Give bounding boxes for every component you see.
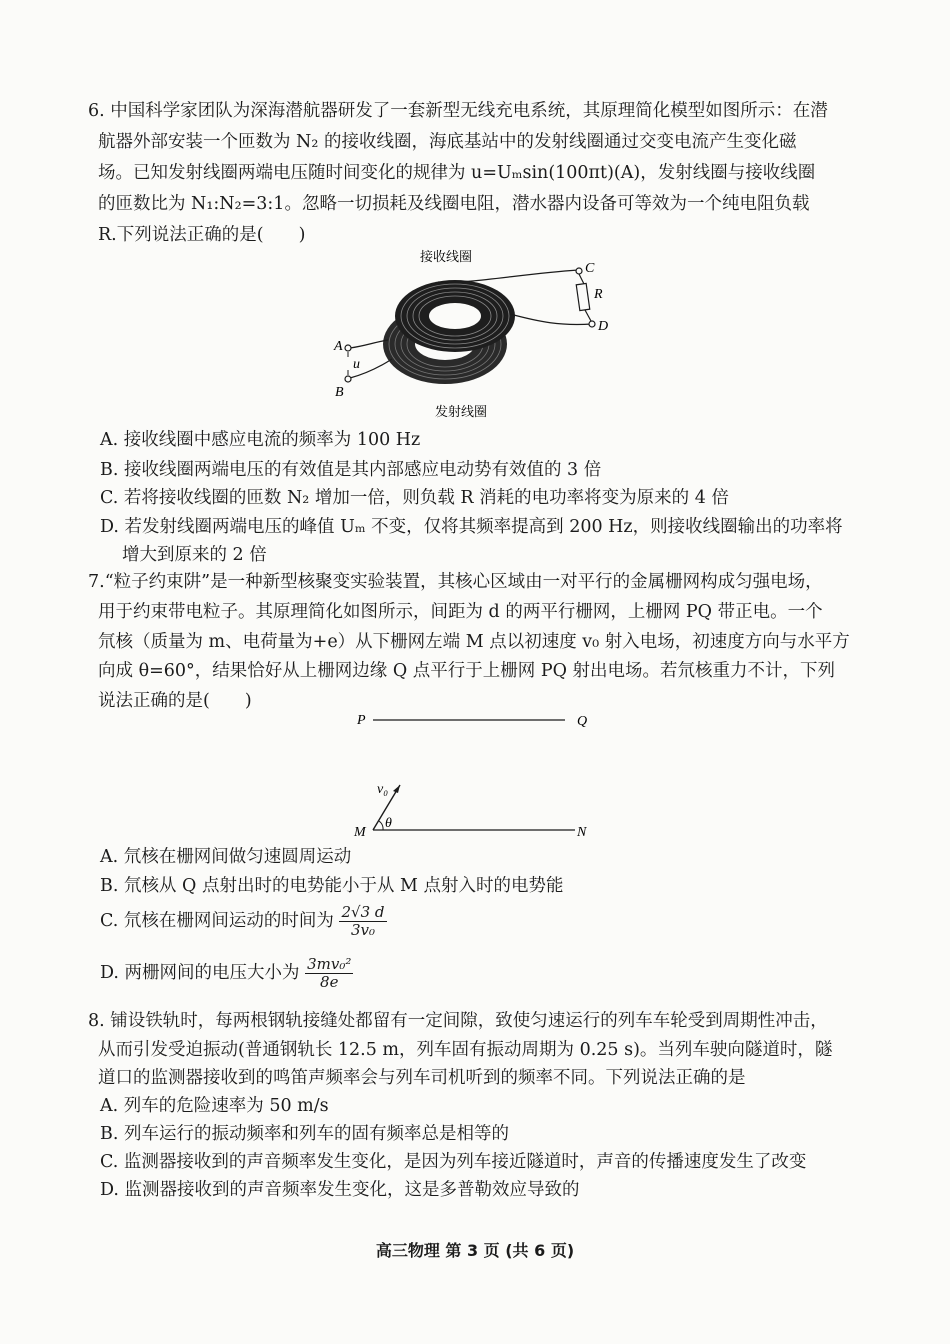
label-v0: v₀ bbox=[377, 782, 389, 797]
label-p: P bbox=[357, 713, 366, 728]
label-r: R bbox=[594, 287, 603, 302]
coil-diagram bbox=[320, 244, 640, 424]
q8-option-c: C. 监测器接收到的声音频率发生变化，是因为列车接近隧道时，声音的传播速度发生了改变 bbox=[100, 1152, 807, 1172]
terminal-c bbox=[576, 268, 582, 274]
grid-diagram bbox=[340, 705, 610, 845]
q7-stem-line-2: 用于约束带电粒子。其原理简化如图所示，间距为 d 的两平行栅网，上栅网 PQ 带正电。一个 bbox=[98, 602, 823, 622]
q6-option-a: A. 接收线圈中感应电流的频率为 100 Hz bbox=[100, 430, 421, 450]
q6-option-d: D. 若发射线圈两端电压的峰值 Uₘ 不变，仅将其频率提高到 200 Hz，则接收线圈输出的功率将 bbox=[100, 517, 843, 537]
q7-stem-line-4: 向成 θ=60°，结果恰好从上栅网边缘 Q 点平行于上栅网 PQ 射出电场。若氘核重力不计，下列 bbox=[98, 661, 835, 681]
label-n: N bbox=[577, 825, 587, 840]
label-a: A bbox=[334, 339, 343, 354]
q7-stem-line-3: 氘核（质量为 m、电荷量为+e）从下栅网左端 M 点以初速度 v₀ 射入电场，初速度方向与水平方 bbox=[98, 632, 850, 652]
q6-stem-line-2: 航器外部安装一个匝数为 N₂ 的接收线圈，海底基站中的发射线圈通过交变电流产生变化磁 bbox=[98, 132, 797, 152]
q7-option-d-fraction bbox=[305, 956, 353, 991]
q7-stem-line-5: 说法正确的是( ) bbox=[98, 691, 252, 711]
terminal-b bbox=[345, 376, 351, 382]
resistor-r bbox=[576, 283, 590, 310]
angle-arc bbox=[379, 821, 383, 830]
q6-stem-line-3: 场。已知发射线圈两端电压随时间变化的规律为 u=Uₘsin(100πt)(A)，发射线圈与接收线圈 bbox=[98, 163, 816, 183]
label-c: C bbox=[585, 261, 595, 276]
q7-option-a: A. 氘核在栅网间做匀速圆周运动 bbox=[100, 847, 352, 867]
q7-option-c bbox=[100, 904, 387, 939]
q8-stem-line-3: 道口的监测器接收到的鸣笛声频率会与列车司机听到的频率不同。下列说法正确的是 bbox=[98, 1068, 746, 1088]
q7-option-d-denominator: 8e bbox=[320, 973, 339, 991]
q6-option-c: C. 若将接收线圈的匝数 N₂ 增加一倍，则负载 R 消耗的电功率将变为原来的 4 倍 bbox=[100, 488, 729, 508]
q7-option-c-denominator: 3v₀ bbox=[350, 921, 375, 939]
q8-stem-line-1: 8. 铺设铁轨时，每两根钢轨接缝处都留有一定间隙，致使匀速运行的列车车轮受到周期性冲击， bbox=[88, 1011, 828, 1031]
q6-stem-line-4: 的匝数比为 N₁:N₂=3:1。忽略一切损耗及线圈电阻，潜水器内设备可等效为一个纯电阻负载 bbox=[98, 194, 810, 214]
velocity-arrowhead bbox=[393, 785, 400, 793]
q7-option-b: B. 氘核从 Q 点射出时的电势能小于从 M 点射入时的电势能 bbox=[100, 876, 564, 896]
q7-option-c-text: C. 氘核在栅网间运动的时间为 bbox=[100, 911, 334, 931]
terminal-d bbox=[589, 321, 595, 327]
q7-option-d-text: D. 两栅网间的电压大小为 bbox=[100, 963, 300, 983]
terminal-a bbox=[345, 345, 351, 351]
q8-stem-line-2: 从而引发受迫振动(普通钢轨长 12.5 m，列车固有振动周期为 0.25 s)。当列车驶向隧道时，隧 bbox=[98, 1040, 833, 1060]
receiver-coil bbox=[395, 280, 515, 352]
label-m: M bbox=[354, 825, 366, 840]
transmitter-coil-label: 发射线圈 bbox=[435, 405, 488, 420]
page-footer: 高三物理 第 3 页 (共 6 页) bbox=[375, 1241, 575, 1260]
q6-option-b: B. 接收线圈两端电压的有效值是其内部感应电动势有效值的 3 倍 bbox=[100, 460, 602, 480]
q7-option-c-numerator: 2√3 d bbox=[341, 903, 385, 921]
receiver-coil-label: 接收线圈 bbox=[420, 250, 473, 265]
q7-option-d bbox=[100, 956, 353, 991]
label-theta: θ bbox=[385, 816, 392, 831]
label-q: Q bbox=[577, 714, 588, 729]
q7-option-c-fraction bbox=[339, 904, 386, 939]
label-b: B bbox=[335, 385, 344, 400]
q8-option-b: B. 列车运行的振动频率和列车的固有频率总是相等的 bbox=[100, 1124, 509, 1144]
q6-stem-line-1: 6. 中国科学家团队为深海潜航器研发了一套新型无线充电系统，其原理简化模型如图所示：在潜 bbox=[88, 101, 828, 121]
q8-option-d: D. 监测器接收到的声音频率发生变化，这是多普勒效应导致的 bbox=[100, 1180, 580, 1200]
q6-option-d-continued: 增大到原来的 2 倍 bbox=[122, 545, 267, 565]
q8-option-a: A. 列车的危险速率为 50 m/s bbox=[100, 1096, 329, 1116]
q6-stem-line-5: R.下列说法正确的是( ) bbox=[98, 225, 306, 245]
q7-option-d-numerator: 3mv₀² bbox=[307, 955, 352, 973]
q7-stem-line-1: 7.“粒子约束阱”是一种新型核聚变实验装置，其核心区域由一对平行的金属栅网构成匀强电场， bbox=[88, 572, 823, 592]
label-u: u bbox=[353, 357, 360, 372]
label-d: D bbox=[598, 319, 609, 334]
